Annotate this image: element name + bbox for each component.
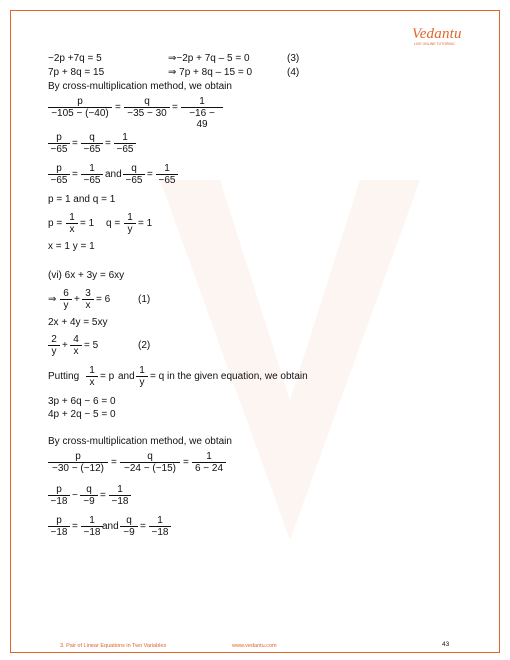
footer-site-link[interactable]: www.vedantu.com xyxy=(232,643,277,649)
equation-part: Putting xyxy=(48,371,80,382)
equation-tag: (1) xyxy=(138,294,151,305)
fraction: $\frac{q}{-24 - (-15)}$ xyxy=(120,451,180,474)
equals-sign: = xyxy=(72,138,78,149)
fraction: $\frac{1}{x}$ xyxy=(86,365,98,388)
plus-sign: + xyxy=(74,294,80,305)
fraction: $\frac{p}{-105 - (-40)}$ xyxy=(48,96,112,119)
equation-part: = p xyxy=(100,371,115,382)
equation-tag: (3) xyxy=(287,53,300,64)
fraction: $\frac{1}{-65}$ xyxy=(81,163,103,186)
fraction: $\frac{1}{6 - 24}$ xyxy=(192,451,226,474)
equation-part: in the given equation, we obtain xyxy=(167,371,308,382)
implies-arrow: ⇒ xyxy=(48,294,57,305)
equation-line: ⇒ 7p + 8q – 15 = 0 xyxy=(168,67,252,78)
equals-sign: = xyxy=(183,457,189,468)
and-word: and xyxy=(118,371,135,382)
equals-sign: = xyxy=(172,102,178,113)
fraction: $\frac{q}{-9}$ xyxy=(80,484,98,507)
text-line: By cross-multiplication method, we obtain xyxy=(48,81,232,92)
equals-sign: = xyxy=(72,169,78,180)
equals-sign: − xyxy=(72,490,78,501)
fraction: $\frac{p}{-65}$ xyxy=(48,132,70,155)
fraction: $\frac{q}{-65}$ xyxy=(123,163,145,186)
equals-sign: = xyxy=(111,457,117,468)
fraction: $\frac{p}{-18}$ xyxy=(48,515,70,538)
equation-part: q = xyxy=(106,218,121,229)
fraction: $\frac{1}{y}$ xyxy=(136,365,148,388)
equals-sign: = xyxy=(105,138,111,149)
fraction: $\frac{p}{-65}$ xyxy=(48,163,70,186)
plus-sign: + xyxy=(62,340,68,351)
text-line: 4p + 2q − 5 = 0 xyxy=(48,409,116,420)
equation-line: ⇒−2p + 7q – 5 = 0 xyxy=(168,53,250,64)
fraction: $\frac{2}{y}$ xyxy=(48,334,60,357)
text-line: p = 1 and q = 1 xyxy=(48,194,116,205)
fraction: $\frac{1}{-18}$ xyxy=(109,484,131,507)
equals-sign: = xyxy=(100,490,106,501)
fraction: $\frac{1}{-18}$ xyxy=(149,515,171,538)
text-line: x = 1 y = 1 xyxy=(48,241,95,252)
fraction: $\frac{3}{x}$ xyxy=(82,288,94,311)
fraction: $\frac{q}{-35 - 30}$ xyxy=(124,96,170,119)
equation-tag: (4) xyxy=(287,67,300,78)
fraction: $\frac{p}{-18}$ xyxy=(48,484,70,507)
equation-part: = 5 xyxy=(84,340,99,351)
fraction: $\frac{q}{-9}$ xyxy=(120,515,138,538)
and-word: and xyxy=(105,169,122,180)
footer-chapter: 3. Pair of Linear Equations in Two Variables xyxy=(60,643,167,649)
equation-part: p = xyxy=(48,218,63,229)
equation-tag: (2) xyxy=(138,340,151,351)
text-line: 2x + 4y = 5xy xyxy=(48,317,108,328)
equation-part: = 1 xyxy=(80,218,95,229)
fraction: $\frac{1}{y}$ xyxy=(124,212,136,235)
fraction: $\frac{1}{-65}$ xyxy=(114,132,136,155)
fraction: $\frac{1}{-65}$ xyxy=(156,163,178,186)
fraction: $\frac{4}{x}$ xyxy=(70,334,82,357)
fraction: $\frac{1}{-18}$ xyxy=(81,515,103,538)
fraction: $\frac{p}{-30 - (-12)}$ xyxy=(48,451,108,474)
vedantu-watermark-icon xyxy=(140,140,440,580)
fraction: $\frac{6}{y}$ xyxy=(60,288,72,311)
equals-sign: = xyxy=(72,521,78,532)
equals-sign: = xyxy=(115,102,121,113)
equals-sign: = xyxy=(140,521,146,532)
equals-sign: = xyxy=(147,169,153,180)
equation-part: = 1 xyxy=(138,218,153,229)
fraction: $\frac{1}{x}$ xyxy=(66,212,78,235)
and-word: and xyxy=(102,521,119,532)
equation-part: = 6 xyxy=(96,294,111,305)
text-line: (vi) 6x + 3y = 6xy xyxy=(48,270,125,281)
equation-line: 7p + 8q = 15 xyxy=(48,67,105,78)
text-line: 3p + 6q − 6 = 0 xyxy=(48,396,116,407)
fraction: $\frac{q}{-65}$ xyxy=(81,132,103,155)
fraction: $\frac{1}{-16 - 49}$ xyxy=(181,96,223,130)
logo-word: Vedantu xyxy=(412,26,462,42)
logo-tagline: LIVE ONLINE TUTORING xyxy=(414,42,455,46)
page-number: 43 xyxy=(442,641,450,648)
equation-part: = q xyxy=(150,371,165,382)
vedantu-logo xyxy=(412,26,468,48)
equation-line: −2p +7q = 5 xyxy=(48,53,102,64)
text-line: By cross-multiplication method, we obtain xyxy=(48,436,232,447)
